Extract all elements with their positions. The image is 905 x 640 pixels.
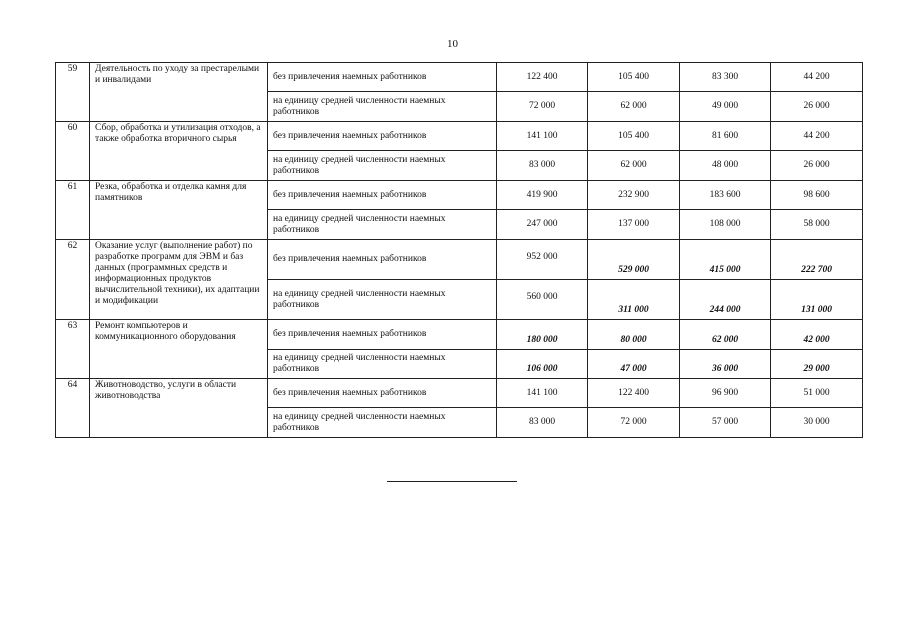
activity-name: Животноводство, услуги в области животноводства [90,379,268,438]
condition-label: на единицу средней численности наемных работников [268,280,497,320]
value-cell-zone-3: 244 000 [680,280,771,320]
value-cell-zone-4: 44 200 [771,63,863,92]
row-number: 63 [56,320,90,379]
value-cell-zone-2: 311 000 [588,280,680,320]
value-cell-zone-1: 560 000 [497,280,588,320]
table-row [56,320,863,350]
value-cell-zone-2: 232 900 [588,181,680,210]
value-cell-zone-4: 51 000 [771,379,863,408]
row-number: 62 [56,240,90,320]
value-cell-zone-4: 222 700 [771,240,863,280]
activity-name: Резка, обработка и отделка камня для памятников [90,181,268,240]
value-cell-zone-2: 122 400 [588,379,680,408]
condition-label: без привлечения наемных работников [268,320,497,350]
value-cell-zone-1: 83 000 [497,151,588,181]
value-cell-zone-3: 81 600 [680,122,771,151]
value-cell-zone-1: 952 000 [497,240,588,280]
condition-label: на единицу средней численности наемных работников [268,210,497,240]
value-cell-zone-4: 131 000 [771,280,863,320]
value-cell-zone-3: 108 000 [680,210,771,240]
value-cell-zone-1: 419 900 [497,181,588,210]
value-cell-zone-2: 529 000 [588,240,680,280]
value-cell-zone-2: 105 400 [588,122,680,151]
row-number: 59 [56,63,90,122]
value-cell-zone-2: 72 000 [588,408,680,438]
value-cell-zone-2: 62 000 [588,92,680,122]
value-cell-zone-1: 83 000 [497,408,588,438]
value-cell-zone-3: 415 000 [680,240,771,280]
table-row [56,379,863,408]
value-cell-zone-2: 62 000 [588,151,680,181]
activity-name: Оказание услуг (выполнение работ) по разработке программ для ЭВМ и баз данных (программных средств и информационных продуктов вычислительной техники), их адаптации и модификации [90,240,268,320]
value-cell-zone-1: 106 000 [497,350,588,379]
value-cell-zone-3: 48 000 [680,151,771,181]
activity-name: Сбор, обработка и утилизация отходов, а также обработка вторичного сырья [90,122,268,181]
condition-label: на единицу средней численности наемных работников [268,408,497,438]
activity-name: Ремонт компьютеров и коммуникационного оборудования [90,320,268,379]
value-cell-zone-3: 36 000 [680,350,771,379]
value-cell-zone-1: 180 000 [497,320,588,350]
page-number: 10 [447,38,458,50]
value-cell-zone-4: 30 000 [771,408,863,438]
footer-divider [387,481,517,482]
value-cell-zone-2: 47 000 [588,350,680,379]
condition-label: без привлечения наемных работников [268,63,497,92]
value-cell-zone-4: 29 000 [771,350,863,379]
activity-name: Деятельность по уходу за престарелыми и инвалидами [90,63,268,122]
value-cell-zone-1: 72 000 [497,92,588,122]
value-cell-zone-3: 183 600 [680,181,771,210]
value-cell-zone-3: 57 000 [680,408,771,438]
table-body [56,63,863,438]
row-number: 64 [56,379,90,438]
table-row [56,63,863,92]
value-cell-zone-4: 26 000 [771,92,863,122]
condition-label: на единицу средней численности наемных работников [268,92,497,122]
value-cell-zone-1: 247 000 [497,210,588,240]
value-cell-zone-4: 44 200 [771,122,863,151]
value-cell-zone-4: 42 000 [771,320,863,350]
tax-rate-table [55,62,863,438]
value-cell-zone-2: 80 000 [588,320,680,350]
row-number: 60 [56,122,90,181]
value-cell-zone-3: 49 000 [680,92,771,122]
condition-label: на единицу средней численности наемных работников [268,151,497,181]
value-cell-zone-4: 98 600 [771,181,863,210]
condition-label: на единицу средней численности наемных работников [268,350,497,379]
value-cell-zone-3: 83 300 [680,63,771,92]
row-number: 61 [56,181,90,240]
table-row [56,122,863,151]
value-cell-zone-3: 62 000 [680,320,771,350]
condition-label: без привлечения наемных работников [268,240,497,280]
value-cell-zone-2: 105 400 [588,63,680,92]
value-cell-zone-1: 122 400 [497,63,588,92]
value-cell-zone-3: 96 900 [680,379,771,408]
condition-label: без привлечения наемных работников [268,379,497,408]
value-cell-zone-2: 137 000 [588,210,680,240]
value-cell-zone-1: 141 100 [497,122,588,151]
value-cell-zone-4: 26 000 [771,151,863,181]
value-cell-zone-1: 141 100 [497,379,588,408]
table-row [56,181,863,210]
condition-label: без привлечения наемных работников [268,181,497,210]
table-row [56,240,863,280]
condition-label: без привлечения наемных работников [268,122,497,151]
value-cell-zone-4: 58 000 [771,210,863,240]
